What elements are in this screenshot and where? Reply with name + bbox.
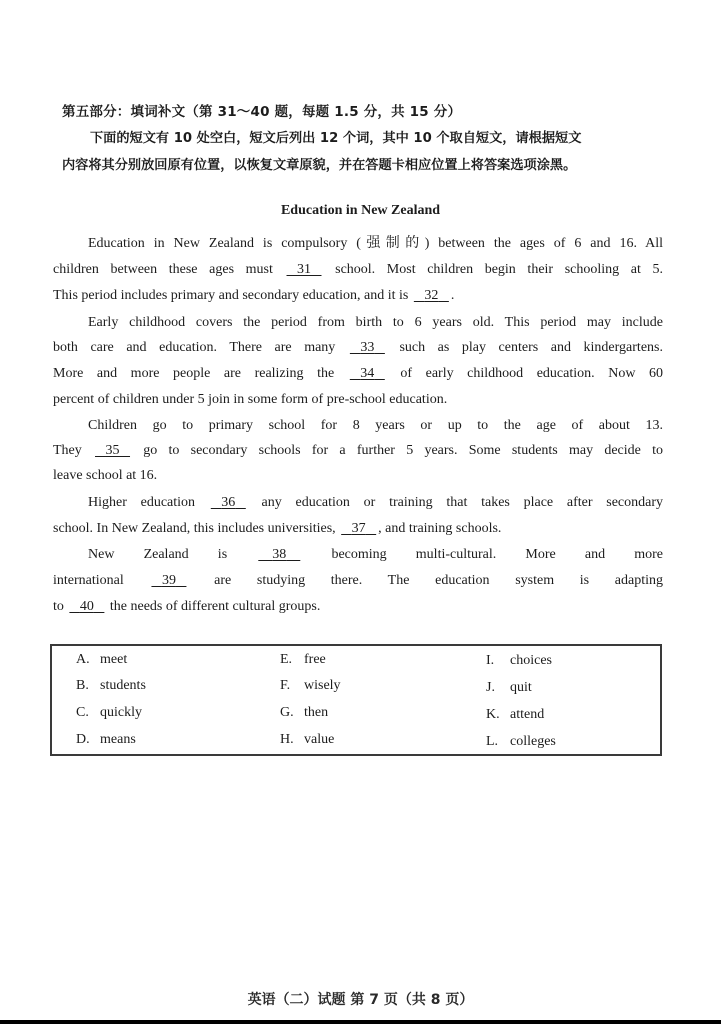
blank-31: [285, 261, 324, 279]
p3-line-3: leave school at 16.: [53, 468, 158, 483]
text: This period includes primary and secondary education, and it is: [53, 288, 412, 303]
option-letter: L.: [486, 734, 499, 749]
passage-title: Education in New Zealand: [280, 203, 441, 218]
option-letter: A.: [76, 652, 90, 667]
option-a: [76, 652, 127, 668]
option-word: wisely: [304, 678, 341, 693]
blank-number: 34: [360, 366, 375, 381]
option-f: [280, 678, 341, 694]
option-word: value: [304, 732, 335, 747]
blank-34: [348, 365, 387, 383]
text: international: [53, 573, 150, 588]
p3-line-2: [53, 442, 663, 460]
bottom-edge-bar: [0, 1020, 721, 1024]
option-d: [76, 732, 136, 748]
text: any education or training that takes place after secondary: [247, 495, 664, 510]
p1-line-2: [53, 261, 663, 279]
option-letter: I.: [486, 653, 495, 668]
p2-line-2: [53, 339, 663, 357]
text: children between these ages must: [53, 262, 285, 277]
p4-line-2: [53, 520, 663, 538]
blank-38: [256, 546, 302, 564]
text: go to secondary schools for a further 5 years. Some students may decide to: [132, 443, 663, 458]
page-footer: 英语（二）试题 第 7 页（共 8 页）: [247, 992, 474, 1008]
option-letter: D.: [76, 732, 90, 747]
option-g: [280, 705, 328, 721]
option-word: attend: [510, 707, 545, 722]
text: are studying there. The education system is adapting: [188, 573, 663, 588]
option-l: [486, 734, 556, 750]
blank-number: 35: [105, 443, 120, 458]
instruction-line-1: 下面的短文有 10 处空白，短文后列出 12 个词，其中 10 个取自短文，请根据短文: [90, 131, 582, 146]
blank-number: 36: [221, 495, 236, 510]
blank-number: 31: [297, 262, 311, 277]
option-letter: E.: [280, 652, 293, 667]
blank-number: 37: [351, 521, 366, 536]
text: More and more people are realizing the: [53, 366, 348, 381]
option-j: [486, 680, 532, 696]
option-word: quit: [510, 680, 532, 695]
blank-number: 32: [424, 288, 439, 303]
blank-number: 33: [360, 340, 375, 355]
p5-line-1: [53, 546, 663, 564]
p5-line-3: [53, 598, 663, 616]
instruction-line-2: 内容将其分别放回原有位置，以恢复文章原貌，并在答题卡相应位置上将答案选项涂黑。: [62, 158, 577, 173]
option-b: [76, 678, 146, 694]
option-word: students: [100, 678, 146, 693]
text: of early childhood education. Now 60: [386, 366, 663, 381]
text: both care and education. There are many: [53, 340, 348, 355]
option-letter: G.: [280, 705, 294, 720]
blank-number: 38: [272, 547, 287, 562]
option-word: then: [304, 705, 329, 720]
option-word: means: [100, 732, 136, 747]
word-options-box: [50, 644, 662, 756]
p2-line-1: Early childhood covers the period from birth to 6 years old. This period may include: [88, 315, 663, 330]
blank-32: [412, 287, 451, 305]
blank-35: [93, 442, 132, 460]
option-word: quickly: [100, 705, 142, 720]
option-letter: H.: [280, 732, 294, 747]
blank-number: 39: [161, 573, 176, 588]
text: , and training schools.: [378, 521, 502, 536]
text: becoming multi-cultural. More and more: [302, 547, 663, 562]
option-letter: J.: [486, 680, 495, 695]
p2-line-4: percent of children under 5 join in some form of pre-school education.: [53, 392, 448, 407]
section-title: 第五部分：填词补文（第 31～40 题，每题 1.5 分，共 15 分）: [62, 104, 462, 120]
text: .: [450, 288, 455, 303]
p3-line-1: Children go to primary school for 8 years or up to the age of about 13.: [88, 418, 663, 433]
p1-line-3: [53, 287, 663, 305]
option-word: meet: [100, 652, 128, 667]
option-c: [76, 705, 142, 721]
blank-40: [67, 598, 106, 616]
text: to: [53, 599, 68, 614]
blank-36: [209, 494, 248, 512]
text: the needs of different cultural groups.: [106, 599, 321, 614]
option-e: [280, 652, 326, 668]
option-letter: B.: [76, 678, 89, 693]
option-h: [280, 732, 334, 748]
blank-33: [348, 339, 387, 357]
option-letter: C.: [76, 705, 89, 720]
text: Higher education: [88, 495, 209, 510]
option-letter: F.: [280, 678, 291, 693]
option-letter: K.: [486, 707, 500, 722]
text: school. In New Zealand, this includes universities,: [53, 521, 340, 536]
p5-line-2: [53, 572, 663, 590]
text: They: [53, 443, 94, 458]
text: school. Most children begin their schooling at 5.: [323, 262, 663, 277]
text: New Zealand is: [88, 547, 257, 562]
blank-37: [339, 520, 378, 538]
option-word: free: [304, 652, 326, 667]
p4-line-1: [53, 494, 663, 512]
p2-line-3: [53, 365, 663, 383]
text: such as play centers and kindergartens.: [386, 340, 663, 355]
blank-39: [149, 572, 188, 590]
option-k: [486, 707, 544, 723]
blank-number: 40: [79, 599, 94, 614]
p1-line-1: Education in New Zealand is compulsory (强制的) between the ages of 6 and 16. All: [88, 236, 663, 251]
option-word: choices: [510, 653, 552, 668]
option-word: colleges: [510, 734, 556, 749]
option-i: [486, 653, 552, 669]
